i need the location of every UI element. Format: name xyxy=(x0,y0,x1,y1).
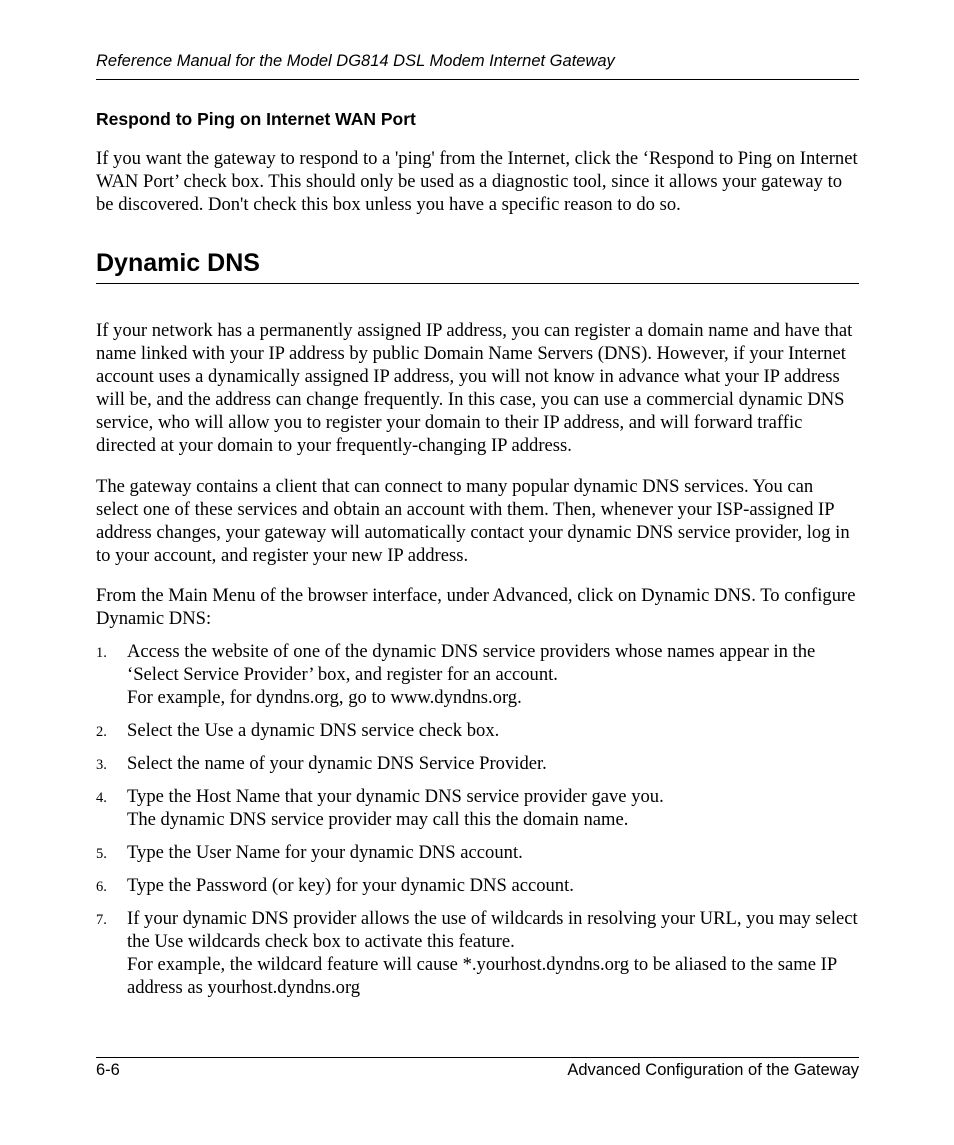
footer-rule xyxy=(96,1057,859,1058)
section-title: Dynamic DNS xyxy=(96,249,260,277)
step-number: 7. xyxy=(96,912,107,928)
step-number: 6. xyxy=(96,879,107,895)
step-text: Type the Host Name that your dynamic DNS service provider gave you. xyxy=(127,786,664,807)
manual-page xyxy=(96,0,859,1145)
step-text: Select the name of your dynamic DNS Service Provider. xyxy=(127,753,547,774)
ping-subheading: Respond to Ping on Internet WAN Port xyxy=(96,109,416,129)
step-number: 4. xyxy=(96,790,107,806)
step-item xyxy=(96,752,859,775)
step-text: Access the website of one of the dynamic DNS service providers whose names appear in the ‘Select Service Provider’ box, and register for an account. xyxy=(127,641,816,685)
step-text: If your dynamic DNS provider allows the use of wildcards in resolving your URL, you may select the Use wildcards check box to activate this feature. xyxy=(127,908,858,952)
page-number: 6-6 xyxy=(96,1061,120,1079)
step-note: The dynamic DNS service provider may call this the domain name. xyxy=(127,809,629,830)
step-item xyxy=(96,640,859,709)
step-item xyxy=(96,907,859,999)
section-rule xyxy=(96,283,859,284)
chapter-title: Advanced Configuration of the Gateway xyxy=(567,1061,859,1079)
step-note: For example, for dyndns.org, go to www.dyndns.org. xyxy=(127,687,522,708)
step-text: Select the Use a dynamic DNS service check box. xyxy=(127,720,500,741)
step-item xyxy=(96,841,859,864)
step-item xyxy=(96,719,859,742)
step-item xyxy=(96,785,859,831)
ping-paragraph: If you want the gateway to respond to a 'ping' from the Internet, click the ‘Respond to Ping on Internet WAN Port’ check box. This should only be used as a diagnostic tool, since it allows your gateway to be discovered. Don't check this box unless you have a specific reason to do so. xyxy=(96,148,858,215)
dns-paragraph-2: The gateway contains a client that can connect to many popular dynamic DNS services. You can select one of these services and obtain an account with them. Then, whenever your ISP-assigned IP address changes, your gateway will automatically contact your dynamic DNS service provider, log in to your account, and register your new IP address. xyxy=(96,476,850,566)
step-text: Type the Password (or key) for your dynamic DNS account. xyxy=(127,875,574,896)
dns-paragraph-3: From the Main Menu of the browser interface, under Advanced, click on Dynamic DNS. To configure Dynamic DNS: xyxy=(96,585,856,629)
configuration-steps xyxy=(96,640,859,1009)
step-number: 1. xyxy=(96,645,107,661)
header-rule xyxy=(96,79,859,80)
running-header: Reference Manual for the Model DG814 DSL Modem Internet Gateway xyxy=(96,52,615,70)
step-number: 2. xyxy=(96,724,107,740)
step-number: 5. xyxy=(96,846,107,862)
step-number: 3. xyxy=(96,757,107,773)
step-text: Type the User Name for your dynamic DNS account. xyxy=(127,842,523,863)
step-item xyxy=(96,874,859,897)
step-note: For example, the wildcard feature will cause *.yourhost.dyndns.org to be aliased to the same IP address as yourhost.dyndns.org xyxy=(127,954,837,998)
dns-paragraph-1: If your network has a permanently assigned IP address, you can register a domain name and have that name linked with your IP address by public Domain Name Servers (DNS). However, if your Internet account uses a dynamically assigned IP address, you will not know in advance what your IP address will be, and the address can change frequently. In this case, you can use a commercial dynamic DNS service, who will allow you to register your domain to their IP address, and will forward traffic directed at your domain to your frequently-changing IP address. xyxy=(96,320,853,456)
